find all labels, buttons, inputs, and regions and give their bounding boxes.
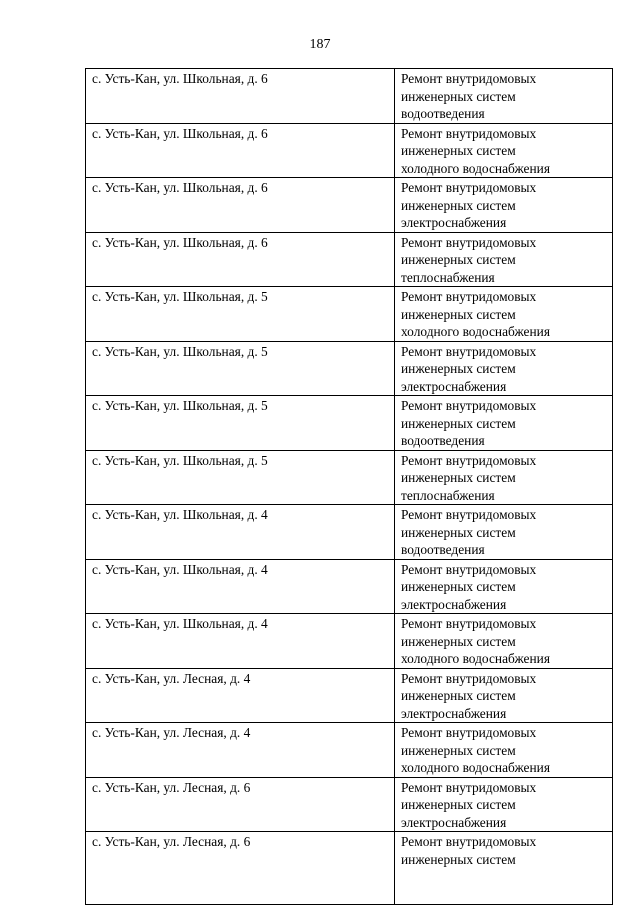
address-cell: с. Усть-Кан, ул. Школьная, д. 6	[86, 69, 395, 124]
work-type-line: инженерных систем	[401, 88, 516, 104]
address-cell: с. Усть-Кан, ул. Лесная, д. 6	[86, 777, 395, 832]
table-row	[86, 450, 613, 505]
work-type-cell	[395, 723, 613, 778]
address-cell: с. Усть-Кан, ул. Школьная, д. 6	[86, 178, 395, 233]
work-type-line: электроснабжения	[401, 705, 507, 721]
address-cell: с. Усть-Кан, ул. Школьная, д. 5	[86, 450, 395, 505]
work-type-line: водоотведения	[401, 542, 485, 557]
work-type-cell	[395, 832, 613, 905]
work-type-line: инженерных систем	[401, 252, 516, 267]
work-type-line: инженерных систем	[401, 688, 516, 703]
work-type-cell	[395, 777, 613, 832]
page-number: 187	[309, 37, 331, 52]
address-cell: с. Усть-Кан, ул. Школьная, д. 4	[86, 614, 395, 669]
table-body	[86, 69, 613, 905]
work-type-cell	[395, 232, 613, 287]
work-type-line: инженерных систем	[401, 524, 516, 540]
work-type-line: холодного водоснабжения	[401, 651, 550, 666]
table-row	[86, 69, 613, 124]
work-type-line: инженерных систем	[401, 361, 516, 376]
work-type-line: теплоснабжения	[401, 269, 495, 285]
work-type-line: электроснабжения	[401, 215, 507, 230]
work-type-line: инженерных систем	[401, 306, 516, 322]
work-type-line: Ремонт внутридомовых	[401, 561, 537, 577]
table-row	[86, 396, 613, 451]
work-type-line: холодного водоснабжения	[401, 324, 550, 339]
work-type-line: инженерных систем	[401, 797, 516, 812]
work-type-line: Ремонт внутридомовых	[401, 125, 537, 141]
address-cell: с. Усть-Кан, ул. Школьная, д. 6	[86, 232, 395, 287]
table-row	[86, 341, 613, 396]
work-type-line: Ремонт внутридомовых	[401, 398, 537, 413]
work-type-cell	[395, 614, 613, 669]
work-type-line: Ремонт внутридомовых	[401, 180, 537, 195]
table-row	[86, 178, 613, 233]
work-type-cell	[395, 505, 613, 560]
work-type-line: Ремонт внутридомовых	[401, 725, 537, 740]
work-type-line: Ремонт внутридомовых	[401, 834, 537, 849]
work-type-line: инженерных систем	[401, 470, 516, 485]
table-row	[86, 559, 613, 614]
work-type-cell	[395, 287, 613, 342]
work-type-line: инженерных систем	[401, 742, 516, 758]
work-type-line: холодного водоснабжения	[401, 160, 550, 176]
table-row	[86, 668, 613, 723]
work-type-line: водоотведения	[401, 433, 485, 448]
work-type-line: Ремонт внутридомовых	[401, 71, 537, 86]
work-type-line: Ремонт внутридомовых	[401, 616, 537, 631]
work-type-line: водоотведения	[401, 106, 485, 121]
work-type-line: инженерных систем	[401, 197, 516, 213]
works-table	[85, 68, 613, 905]
work-type-cell	[395, 559, 613, 614]
table-row	[86, 832, 613, 905]
work-type-cell	[395, 668, 613, 723]
work-type-cell	[395, 396, 613, 451]
address-cell: с. Усть-Кан, ул. Школьная, д. 4	[86, 559, 395, 614]
work-type-cell	[395, 123, 613, 178]
table-row	[86, 232, 613, 287]
work-type-cell	[395, 178, 613, 233]
work-type-line: инженерных систем	[401, 143, 516, 158]
work-type-line: инженерных систем	[401, 579, 516, 594]
address-cell: с. Усть-Кан, ул. Школьная, д. 5	[86, 287, 395, 342]
work-type-line: электроснабжения	[401, 814, 507, 830]
address-cell: с. Усть-Кан, ул. Школьная, д. 5	[86, 341, 395, 396]
work-type-line: Ремонт внутридомовых	[401, 507, 537, 522]
work-type-line: теплоснабжения	[401, 487, 495, 503]
table-row	[86, 505, 613, 560]
work-type-cell	[395, 450, 613, 505]
work-type-line: холодного водоснабжения	[401, 760, 550, 775]
work-type-line: электроснабжения	[401, 596, 507, 612]
work-type-cell	[395, 341, 613, 396]
address-cell: с. Усть-Кан, ул. Школьная, д. 4	[86, 505, 395, 560]
table-row	[86, 614, 613, 669]
address-cell: с. Усть-Кан, ул. Школьная, д. 6	[86, 123, 395, 178]
table-row	[86, 287, 613, 342]
work-type-line: Ремонт внутридомовых	[401, 779, 537, 795]
table-row	[86, 123, 613, 178]
work-type-line: Ремонт внутридомовых	[401, 289, 537, 304]
address-cell: с. Усть-Кан, ул. Лесная, д. 6	[86, 832, 395, 905]
work-type-line: Ремонт внутридомовых	[401, 343, 537, 359]
address-cell: с. Усть-Кан, ул. Лесная, д. 4	[86, 723, 395, 778]
work-type-line: инженерных систем	[401, 633, 516, 649]
work-type-cell	[395, 69, 613, 124]
table-row	[86, 777, 613, 832]
work-type-line: электроснабжения	[401, 378, 507, 394]
address-cell: с. Усть-Кан, ул. Школьная, д. 5	[86, 396, 395, 451]
address-cell: с. Усть-Кан, ул. Лесная, д. 4	[86, 668, 395, 723]
table-row	[86, 723, 613, 778]
work-type-line: Ремонт внутридомовых	[401, 670, 537, 686]
work-type-line: инженерных систем	[401, 415, 516, 431]
work-type-line: инженерных систем	[401, 851, 516, 867]
work-type-line: Ремонт внутридомовых	[401, 452, 537, 468]
work-type-line: Ремонт внутридомовых	[401, 234, 537, 250]
